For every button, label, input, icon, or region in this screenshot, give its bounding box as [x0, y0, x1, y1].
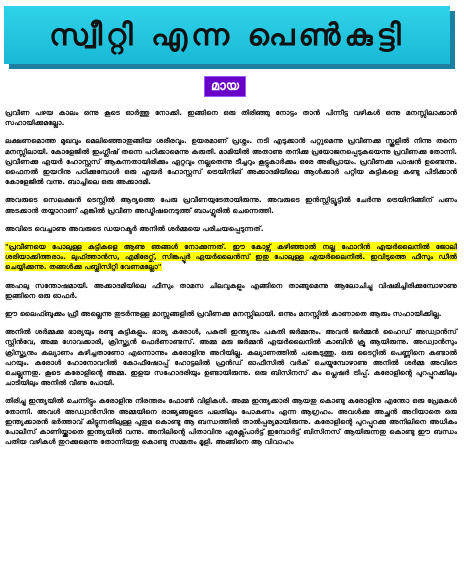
- highlighted-quote: "പ്രവീണയെ പോലുള്ള കുട്ടികളെ ആണു ഞങ്ങൾ നോക്കുന്നത്. ഈ കോഴ്സ് കഴിഞ്ഞാൽ നല്ല ഫോറിൻ എയർലൈനിൽ ജോലി ശരിയാക്കിത്തരാം. ലുഫ്ത്താൻസ, എമിരേറ്റ്സ്, സിങ്കപ്പൂർ എയർലൈൻസ് ഇതു പോലുള്ള എയർലൈനിൽ. ഇവിടുത്തെ ഫീസും ഡീൽ ചെയ്യിക്കുന്നു. തങ്ങൾക്കു പബ്ലിസിറ്റി വേണമല്ലോ": [5, 242, 457, 272]
- paragraph-5: [5, 242, 457, 273]
- paragraph-2: ലക്ഷണമൊത്ത മുഖവും മെലിഞ്ഞൊതുങ്ങിയ ശരീരവും. ഉയരമാണ് പ്രശ്നം. നടി എടുക്കാൻ പറ്റുമെന്നു പ്രവീണക്കു സ്കൂളിൽ നിന്നു തന്നെ മനസ്സിലായി. കോളേജിൽ ഇംഗ്ലീഷ് തന്നെ പഠിക്കാമെന്നു കരുതി. മാമിയിൽ അതാണു തനിക്കു പ്രയോജനപ്പെടുകയെന്നു പ്രവീണക്കു തോന്നി. പ്രവീണക്കു എയർ ഹോസ്റ്റസ് ആകുന്നതായിരിക്കും ഏറ്റവും നല്ലതെന്നു ടീച്ചറും കൂട്ടുകാർക്കും ഒരേ അഭിപ്രായം. പ്രവീണക്കു പാഷൻ ഉണ്ടെന്നു. ഫൈനൽ ഇയറിനു പഠിക്കുമ്പോൾ ഒരു എയർ ഹോസ്റ്റസ് ട്രെയിനിങ് അക്കാദമിയിലെ ആൾക്കാർ പറ്റിയ കുട്ടികളെ കണ്ടു പിടിക്കാൻ കോളേജിൽ വന്നു. ബാച്ചിലെ ഒരു അക്കാദമി.: [5, 136, 457, 187]
- author-badge: മായ: [204, 76, 246, 97]
- paragraph-9: തിരിച്ചു ഇന്ത്യയിൽ ചെന്നിട്ടും കരോളിനു നിരന്തരം ഫോൺ വിളികൾ. അമ്മ ഇന്ത്യക്കാരി ആയതു കൊണ്ടു കരോളിനു എന്തോ ഒരു പ്രേമകൾ തോന്നി. അവൾ അഡ്വാൻസിനു അമ്മയിനെ രാജ്യങ്ങളുടെ പലതിലും പോകണം എന്ന ആഗ്രഹം. അവൾക്കു അച്ഛൻ അറിയാതെ ഒരു ഇന്ത്യക്കാരൻ ഭർത്താവ് കിട്ടുന്നതിലുള്ള പുതുമ കൊണ്ടു ആ ബന്ധത്തിൽ താൽപ്പര്യമായിരുന്നു. കരോളിന്റെ പുറപ്പുറക്കു അനിലിനെ അധികം പോലീസ് കാണിയ്ക്കാതെ ഇന്ത്യയിൽ വന്നു. അനിലിന്റെ പിതാവിനു എക്സ്പോർട്ട് ഇമ്പോർട്ട് ബിസിനസ് ആയിരുന്നതു കൊണ്ടു ഈ ബന്ധം പതിയ വഴികൾ തുറക്കുമെന്നു തോന്നിയതു കൊണ്ടു സമ്മതം മൂളി. അങ്ങിനെ ആ വിവാഹം: [5, 396, 457, 447]
- paragraph-1: പ്രവീണ പഴയ കാലം ഒന്നു കൂടെ ഓർത്തു നോക്കി. ഇങ്ങിനെ ഒരു തിരിഞ്ഞു നോട്ടം താൻ പിന്നീട്ട വഴികൾ ഒന്നു മനസ്സിലാക്കാൻ സഹായിക്കുമല്ലോ.: [5, 108, 457, 128]
- paragraph-8: അനിൽ ശർമ്മക്കു ഭാര്യയും രണ്ടു കുട്ടികളും. ഭാര്യ കരോൾ, പകുതി ഇന്ത്യനും പകുതി ജർമ്മനും. അവൻ ജർമ്മൻ ഹൈഡ് അഡ്വാൻസ് സ്റ്റിൻവേ, അമ്മ ഗോവക്കാരി, ക്രിസ്ത്യൻ ഫെർണാണ്ടസ്. അമ്മ മരു ജർമ്മൻ എയർലൈനിൽ കാബിൻ ക്രൂ ആയിരുന്നു. അഡ്വാൻസും ക്രിസ്ത്യനും കല്യാണം കഴിച്ചതാണോ എന്നൊന്നും കരോളിനു അറിയില്ല. കല്യാണത്തിൽ പങ്കെടുത്തു. ഒരു ടൈറ്റിൽ പെണ്ണിനെ കണ്ടാൽ പറയും. കരോൾ ഹോനോവറിൽ കോഫീഷോപ്പ് ഹോട്ടലിൽ ഫ്രൻഡ് ഓഫീസിൽ വർക് ചെയ്യുമ്പോഴാണു അനിൽ ശർമ്മ അവിടെ ചെല്ലുന്നതു. കൂടെ കരോളിന്റെ അമ്മ. ഇളയ സഹോദരിയും ഉണ്ടായിരുന്നു. ഒരു ബിസിനസ് കം പ്ലെഷർ ട്രിപ്പ്. കരോളിന്റെ പുറപ്പുറക്കിലും ചാടിയിലും അനിൽ വീണു പോയി.: [5, 327, 457, 388]
- paragraph-3: അവരുടെ സെലക്ഷൻ ടെസ്റ്റിൽ ആദ്യത്തെ പേരു പ്രവീണയുടേതായിരുന്നു. അവരുടെ ഇൻസ്റ്റിട്ട്യൂട്ടിൽ ചേർന്നു ട്രെയിനിങ്ങിന് പണം അടക്കാൻ തയ്യാറാണ് എങ്കിൽ പ്രവീണ അഡ്മിഷനെടുത്ത് ബാംഗ്ലൂരിൽ ചെന്നെത്തി.: [5, 195, 457, 215]
- title-banner: [4, 6, 450, 64]
- story-title: സ്വീറ്റി എന്ന പെൺകുട്ടി: [49, 17, 405, 53]
- paragraph-6: അഹലു സന്തോഷമായി. അക്കാദമിയിലെ ഫീസും താമസ ചിലവുകളും എങ്ങിനെ താങ്ങുമെന്നു ആലോചിച്ചു വിഷമിച്ചിരിക്കുമ്പോഴാണു ഇങ്ങിനെ ഒരു ഓഫർ.: [5, 280, 457, 300]
- paragraph-4: അവിടെ വെച്ചാണു അവരുടെ ഡയറക്ടർ അനിൽ ശർമ്മയെ പരിചയപ്പെടുന്നത്.: [5, 223, 264, 233]
- story-body: [5, 108, 457, 455]
- paragraph-7: ഈ ലൈഫ്ബുക്കും ഫ്രീ അല്ലെന്നു തുടർന്നുള്ള മാസ്സങ്ങളിൽ പ്രവീണക്കു മനസ്സിലായി. ഒന്നും മനസ്സിൽ കാണാതെ ആരും സഹായിക്കില്ല.: [5, 309, 442, 319]
